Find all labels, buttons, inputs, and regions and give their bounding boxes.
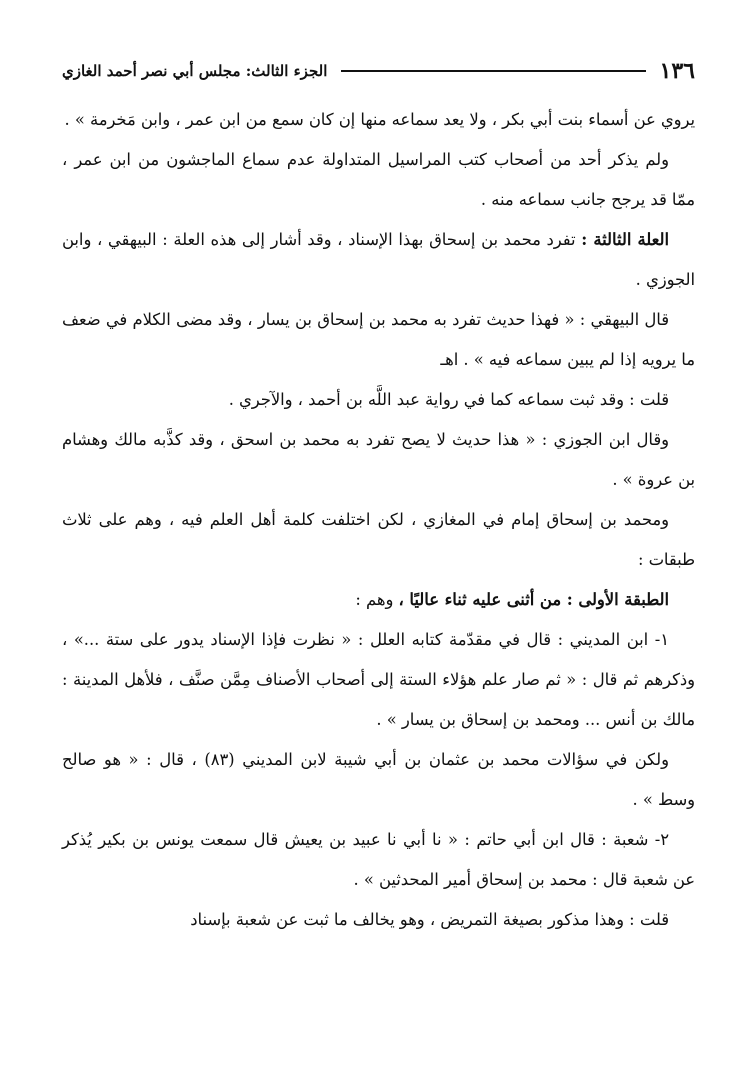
paragraph-5: قلت : وقد ثبت سماعه كما في رواية عبد اللَّه بن أحمد ، والآجري . <box>228 390 669 409</box>
page-number: ١٣٦ <box>659 58 695 84</box>
tier-heading: الطبقة الأولى : من أثنى عليه ثناء عاليًا ، <box>398 590 669 609</box>
paragraph-8: الطبقة الأولى : من أثنى عليه ثناء عاليًا ، وهم : <box>355 590 669 609</box>
paragraph-2: ولم يذكر أحد من أصحاب كتب المراسيل المتداولة عدم سماع الماجشون من ابن عمر ، ممّا قد يرجح جانب سماعه منه . <box>62 150 695 209</box>
paragraph-3: العلة الثالثة : تفرد محمد بن إسحاق بهذا الإسناد ، وقد أشار إلى هذه العلة : البيهقي ، وابن الجوزي . <box>62 230 695 289</box>
page-body <box>62 100 695 940</box>
paragraph-12: قلت : وهذا مذكور بصيغة التمريض ، وهو يخالف ما ثبت عن شعبة بإسناد <box>190 910 669 929</box>
paragraph-6: وقال ابن الجوزي : « هذا حديث لا يصح تفرد به محمد بن اسحق ، وقد كذَّبه مالك وهشام بن عروة » . <box>62 430 695 489</box>
header-rule <box>341 70 645 72</box>
running-title: الجزء الثالث: مجلس أبي نصر أحمد الغازي <box>62 62 328 80</box>
section-heading: العلة الثالثة : <box>581 230 670 249</box>
paragraph-1: يروي عن أسماء بنت أبي بكر ، ولا يعد سماعه منها إن كان سمع من ابن عمر ، وابن مَخرمة » . <box>64 110 695 129</box>
paragraph-10: ولكن في سؤالات محمد بن عثمان بن أبي شيبة لابن المديني (٨٣) ، قال : « هو صالح وسط » . <box>62 750 695 809</box>
paragraph-9: ١- ابن المديني : قال في مقدّمة كتابه العلل : « نظرت فإذا الإسناد يدور على ستة ...» ، وذكرهم ثم قال : « ثم صار علم هؤلاء الستة إلى أصحاب الأصناف مِمَّن صنَّف ، فلأهل المدينة : مالك بن أنس ... ومحمد بن إسحاق بن يسار » . <box>62 630 695 729</box>
paragraph-4: قال البيهقي : « فهذا حديث تفرد به محمد بن إسحاق بن يسار ، وقد مضى الكلام في ضعف ما يرويه إذا لم يبين سماعه فيه » . اهـ <box>62 310 695 369</box>
page-header <box>62 56 695 86</box>
paragraph-7: ومحمد بن إسحاق إمام في المغازي ، لكن اختلفت كلمة أهل العلم فيه ، وهم على ثلاث طبقات : <box>62 510 695 569</box>
paragraph-11: ٢- شعبة : قال ابن أبي حاتم : « نا أبي نا عبيد بن يعيش قال سمعت يونس بن بكير يُذكر عن شعبة قال : محمد بن إسحاق أمير المحدثين » . <box>62 830 695 889</box>
